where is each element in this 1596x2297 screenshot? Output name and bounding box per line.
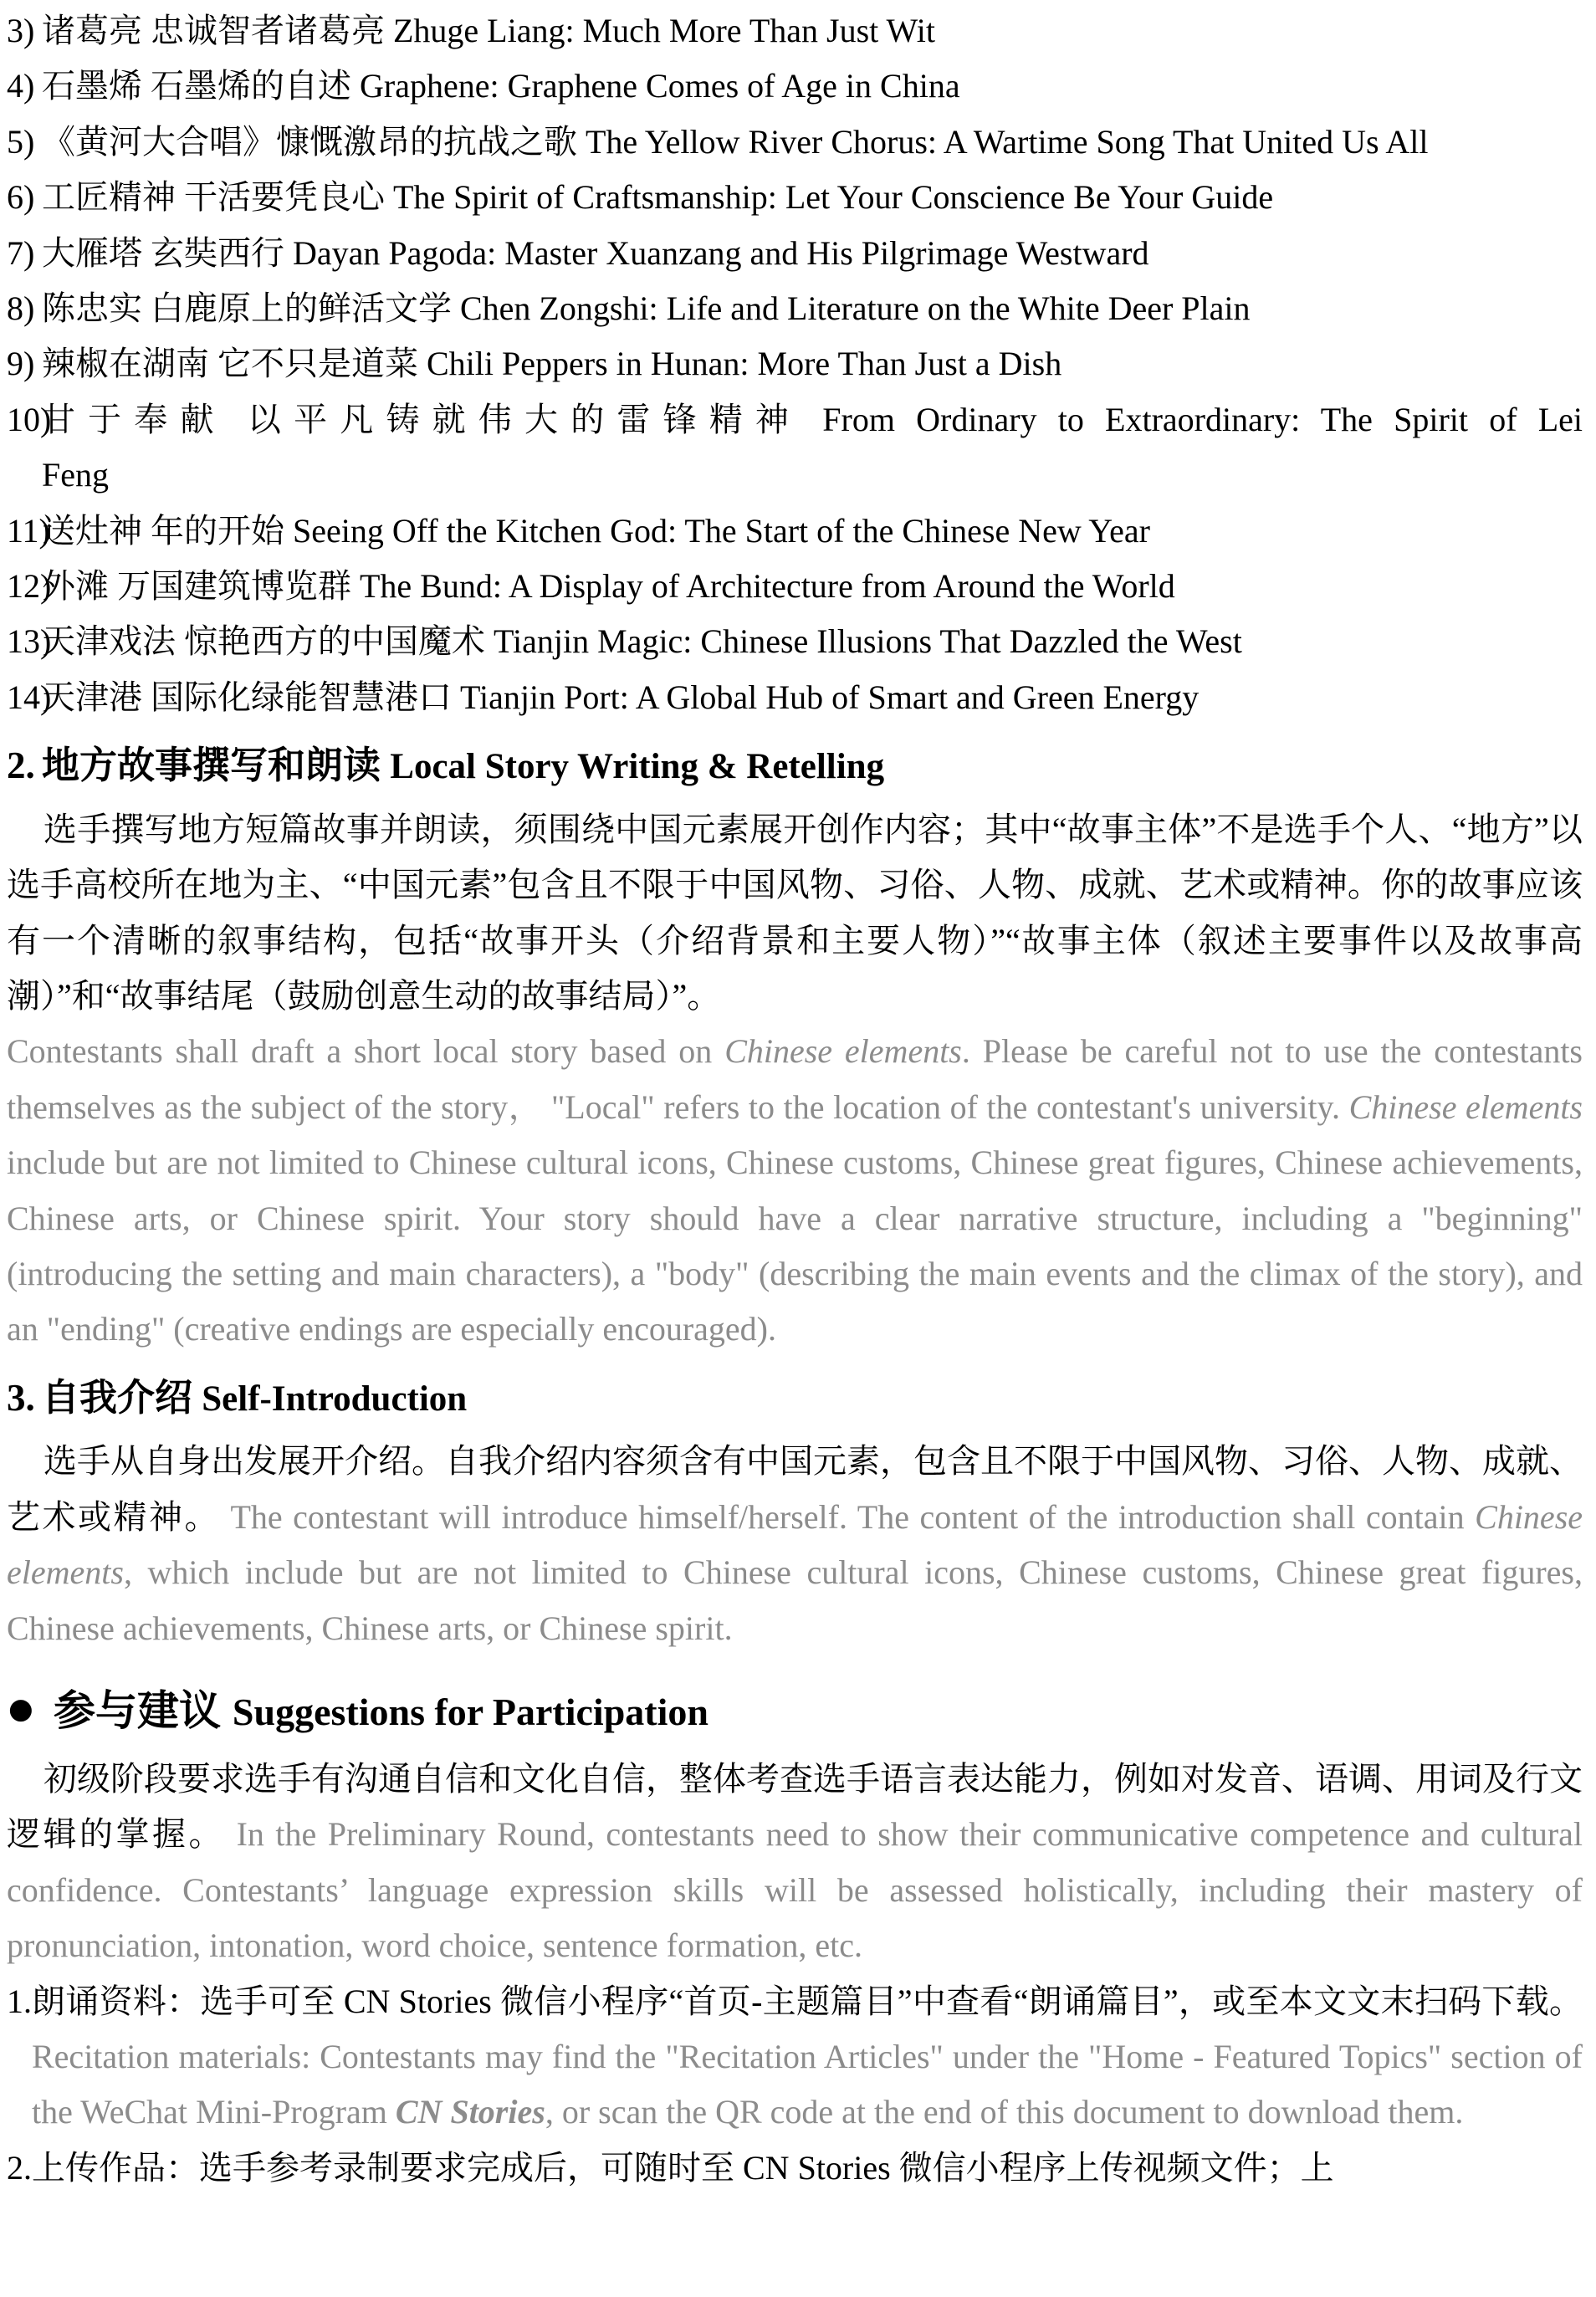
section-title-zh: 自我介绍	[42, 1376, 202, 1419]
section-number: 2.	[7, 744, 35, 787]
list-item-number: 10)	[7, 400, 52, 438]
list-item	[7, 504, 1583, 559]
section-title-zh: 地方故事撰写和朗读	[42, 744, 391, 787]
list-item	[7, 115, 1583, 170]
list-item-text: 石墨烯 石墨烯的自述 Graphene: Graphene Comes of Age in China	[42, 67, 960, 105]
list-item-text: 工匠精神 干活要凭良心 The Spirit of Craftsmanship: Let Your Conscience Be Your Guide	[42, 178, 1274, 217]
list-item	[7, 59, 1583, 114]
list-item	[7, 614, 1583, 669]
list-item-text: 诸葛亮 忠诚智者诸葛亮 Zhuge Liang: Much More Than Just Wit	[42, 12, 935, 49]
list-item-text: 甘于奉献 以平凡铸就伟大的雷锋精神 From Ordinary to Extraordinary: The Spirit of Lei	[42, 400, 1583, 438]
list-item	[7, 392, 1583, 504]
paragraph-text: Contestants shall draft a short local story based on	[7, 1032, 725, 1071]
paragraph-text-en: The contestant will introduce himself/herself. The content of the introduction shall contain	[219, 1497, 1476, 1536]
bullet-title-en: Suggestions for Participation	[232, 1691, 708, 1734]
section-heading-local-story	[7, 737, 1583, 796]
bullet-heading-suggestions	[7, 1681, 1583, 1740]
suggestions-paragraph	[7, 1752, 1583, 1974]
list-item-text: 送灶神 年的开始 Seeing Off the Kitchen God: The Start of the Chinese New Year	[42, 511, 1150, 550]
bullet-title-zh: 参与建议	[54, 1687, 233, 1735]
list-item-number: 4)	[7, 67, 35, 105]
self-introduction-paragraph	[7, 1434, 1583, 1656]
bold-italic-term: CN Stories	[395, 2093, 545, 2131]
step-number: 2.	[7, 2148, 32, 2187]
list-item	[7, 336, 1583, 391]
section-heading-self-introduction	[7, 1369, 1583, 1428]
paragraph-text-zh: 选手从自身出发展开介绍。自我介绍内容须含有中国元素，包含且不限于中国风物、习俗、人物、成就、艺术或精神。	[7, 1442, 1583, 1536]
list-item	[7, 281, 1583, 336]
step-item-recitation-materials	[7, 1974, 1583, 2141]
list-item-number: 6)	[7, 178, 35, 217]
section-title-en: Self-Introduction	[202, 1379, 468, 1419]
list-item-number: 7)	[7, 233, 35, 272]
list-item-number: 3)	[7, 12, 35, 49]
list-item	[7, 670, 1583, 725]
list-item-number: 9)	[7, 345, 35, 383]
list-item	[7, 559, 1583, 614]
list-item-number: 14)	[7, 678, 52, 716]
step-text-en: Recitation materials: Contestants may find the "Recitation Articles" under the "Home - Featured Topics" section of the WeChat Mini-Program	[32, 2038, 1583, 2131]
list-item-number: 13)	[7, 622, 52, 661]
italic-term: Chinese elements	[724, 1032, 962, 1071]
step-number: 1.	[7, 1982, 32, 2020]
list-item-text: 大雁塔 玄奘西行 Dayan Pagoda: Master Xuanzang and His Pilgrimage Westward	[42, 233, 1149, 272]
list-item-number: 11)	[7, 511, 50, 550]
list-item	[7, 226, 1583, 281]
paragraph-text-zh: 初级阶段要求选手有沟通自信和文化自信，整体考查选手语言表达能力，例如对发音、语调、用词及行文逻辑的掌握。	[7, 1760, 1583, 1854]
step-text-zh: 上传作品：选手参考录制要求完成后，可随时至 CN Stories 微信小程序上传视频文件；上	[32, 2148, 1334, 2187]
section-number: 3.	[7, 1376, 35, 1419]
step-text-zh: 朗诵资料：选手可至 CN Stories 微信小程序“首页-主题篇目”中查看“朗诵篇目”，或至本文文末扫码下载。	[32, 1982, 1583, 2020]
list-item-text: 陈忠实 白鹿原上的鲜活文学 Chen Zongshi: Life and Literature on the White Deer Plain	[42, 289, 1251, 327]
list-item	[7, 3, 1583, 59]
list-item-text: 天津戏法 惊艳西方的中国魔术 Tianjin Magic: Chinese Illusions That Dazzled the West	[42, 622, 1242, 661]
list-item-text: 天津港 国际化绿能智慧港口 Tianjin Port: A Global Hub of Smart and Green Energy	[42, 678, 1200, 716]
paragraph-text: . Please be careful not to use the contestants themselves as the subject of the story， "Local" refers to the location of the contestant's university.	[7, 1032, 1583, 1126]
section-title-en: Local Story Writing & Retelling	[390, 747, 885, 787]
list-item-number: 5)	[7, 122, 35, 161]
italic-term: Chinese elements	[7, 1497, 1583, 1592]
list-item-number: 12)	[7, 566, 52, 605]
list-item-text: 辣椒在湖南 它不只是道菜 Chili Peppers in Hunan: More Than Just a Dish	[42, 345, 1062, 383]
step-text-en: , or scan the QR code at the end of this document to download them.	[545, 2093, 1464, 2131]
list-item-text-continued: Feng	[42, 456, 109, 494]
list-item	[7, 170, 1583, 225]
bullet-icon: ●	[8, 1692, 33, 1727]
paragraph-text-en: In the Preliminary Round, contestants need to show their communicative competence and cultural confidence. Contestants’ language expression skills will be assessed holistically, including their mastery of pronunciation, intonation, word choice, sentence formation, etc.	[7, 1815, 1583, 1965]
list-item-number: 8)	[7, 289, 35, 327]
paragraph-text: include but are not limited to Chinese cultural icons, Chinese customs, Chinese great figures, Chinese achievements, Chinese arts, or Chinese spirit. Your story should have a clear narrative structure, including a "beginning" (introducing the setting and main characters), a "body" (describing the main events and the climax of the story), and an "ending" (creative endings are especially encouraged).	[7, 1143, 1583, 1348]
list-item-text: 《黄河大合唱》慷慨激昂的抗战之歌 The Yellow River Chorus: A Wartime Song That United Us All	[42, 122, 1429, 161]
italic-term: Chinese elements	[1348, 1087, 1583, 1126]
local-story-paragraph-en	[7, 1024, 1583, 1357]
paragraph-text-en: , which include but are not limited to Chinese cultural icons, Chinese customs, Chinese great figures, Chinese achievements, Chinese arts, or Chinese spirit.	[7, 1553, 1583, 1647]
step-item-upload-works	[7, 2141, 1583, 2196]
local-story-paragraph-zh: 选手撰写地方短篇故事并朗读，须围绕中国元素展开创作内容；其中“故事主体”不是选手个人、“地方”以选手高校所在地为主、“中国元素”包含且不限于中国风物、习俗、人物、成就、艺术或精神。你的故事应该有一个清晰的叙事结构，包括“故事开头（介绍背景和主要人物）”“故事主体（叙述主要事件以及故事高潮）”和“故事结尾（鼓励创意生动的故事结局）”。	[7, 810, 1583, 1015]
list-item-text: 外滩 万国建筑博览群 The Bund: A Display of Architecture from Around the World	[42, 566, 1175, 605]
